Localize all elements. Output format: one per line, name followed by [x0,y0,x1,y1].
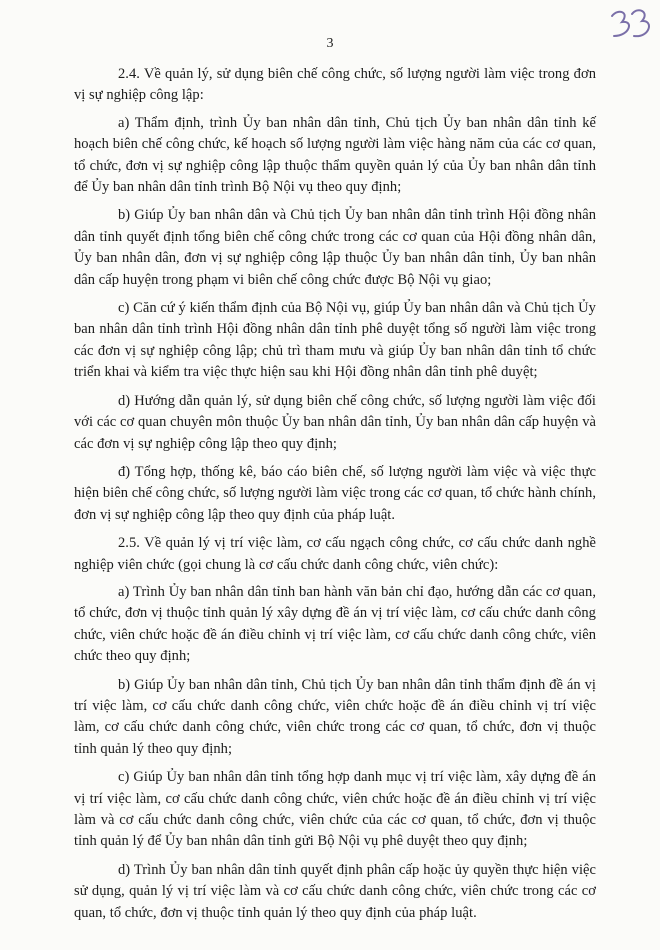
paragraph-2-5-a: a) Trình Ủy ban nhân dân tỉnh ban hành văn bản chỉ đạo, hướng dẫn các cơ quan, tổ chức, đơn vị thuộc tỉnh quản lý xây dựng đề án vị trí việc làm, cơ cấu chức danh công chức, viên chức hoặc đề án điều chỉnh vị trí việc làm, cơ cấu chức danh công chức, viên chức theo quy định; [74,583,596,665]
paragraph-2-5-d: d) Trình Ủy ban nhân dân tỉnh quyết định phân cấp hoặc ủy quyền thực hiện việc sử dụng, quản lý vị trí việc làm và cơ cấu chức danh công chức, viên chức trong các cơ quan, tổ chức, đơn vị thuộc tỉnh quản lý theo quy định của pháp luật. [74,861,596,921]
paragraph-2-5-c: c) Giúp Ủy ban nhân dân tỉnh tổng hợp danh mục vị trí việc làm, xây dựng đề án vị trí việc làm, cơ cấu chức danh công chức, viên chức hoặc đề án điều chỉnh vị trí việc làm và cơ cấu chức danh công chức, viên chức của các cơ quan, tổ chức, đơn vị thuộc tỉnh quản lý để Ủy ban nhân dân tỉnh gửi Bộ Nội vụ phê duyệt theo quy định; [74,769,596,850]
page-number: 3 [326,36,334,51]
paragraph-2-4-c: c) Căn cứ ý kiến thẩm định của Bộ Nội vụ, giúp Ủy ban nhân dân và Chủ tịch Ủy ban nhân dân tỉnh trình Hội đồng nhân dân tỉnh phê duyệt tổng số người làm việc trong các đơn vị sự nghiệp công lập; chủ trì tham mưu và giúp Ủy ban nhân dân tỉnh tổ chức triển khai và kiểm tra việc thực hiện sau khi Hội đồng nhân dân tỉnh phê duyệt; [74,300,596,381]
section-2-4-heading: 2.4. Về quản lý, sử dụng biên chế công chức, số lượng người làm việc trong đơn vị sự nghiệp công lập: [74,66,596,104]
section-2-5-heading: 2.5. Về quản lý vị trí việc làm, cơ cấu ngạch công chức, cơ cấu chức danh nghề nghiệp viên chức (gọi chung là cơ cấu chức danh công chức, viên chức): [74,535,596,573]
paragraph-2-4-dd: đ) Tổng hợp, thống kê, báo cáo biên chế, số lượng người làm việc và việc thực hiện biên chế công chức, số lượng người làm việc trong các cơ quan, tổ chức hành chính, đơn vị sự nghiệp công lập theo quy định của pháp luật. [74,463,596,523]
paragraph-2-4-b: b) Giúp Ủy ban nhân dân và Chủ tịch Ủy ban nhân dân tỉnh trình Hội đồng nhân dân tỉnh quyết định tổng biên chế công chức trong các cơ quan của Hội đồng nhân dân, Ủy ban nhân dân, đơn vị sự nghiệp công lập thuộc Ủy ban nhân dân tỉnh, Ủy ban nhân dân cấp huyện trong phạm vi biên chế công chức được Bộ Nội vụ giao; [74,207,596,288]
paragraph-2-5-b: b) Giúp Ủy ban nhân dân tỉnh, Chủ tịch Ủy ban nhân dân tỉnh thẩm định đề án vị trí việc làm, cơ cấu chức danh công chức, viên chức hoặc đề án điều chỉnh vị trí việc làm, cơ cấu chức danh công chức, viên chức trong các cơ quan, tổ chức, đơn vị thuộc tỉnh quản lý theo quy định; [74,676,596,757]
paragraph-2-4-a: a) Thẩm định, trình Ủy ban nhân dân tỉnh, Chủ tịch Ủy ban nhân dân tỉnh kế hoạch biên chế công chức, kế hoạch số lượng người làm việc hàng năm của các cơ quan, tổ chức, đơn vị sự nghiệp công lập thuộc thẩm quyền quản lý của Ủy ban nhân dân tỉnh để Ủy ban nhân dân tỉnh trình Bộ Nội vụ theo quy định; [74,114,596,196]
paragraph-2-4-d: d) Hướng dẫn quản lý, sử dụng biên chế công chức, số lượng người làm việc đối với các cơ quan chuyên môn thuộc Ủy ban nhân dân tỉnh, Ủy ban nhân dân cấp huyện và các đơn vị sự nghiệp công lập theo quy định; [74,392,596,452]
document-body [74,64,596,931]
